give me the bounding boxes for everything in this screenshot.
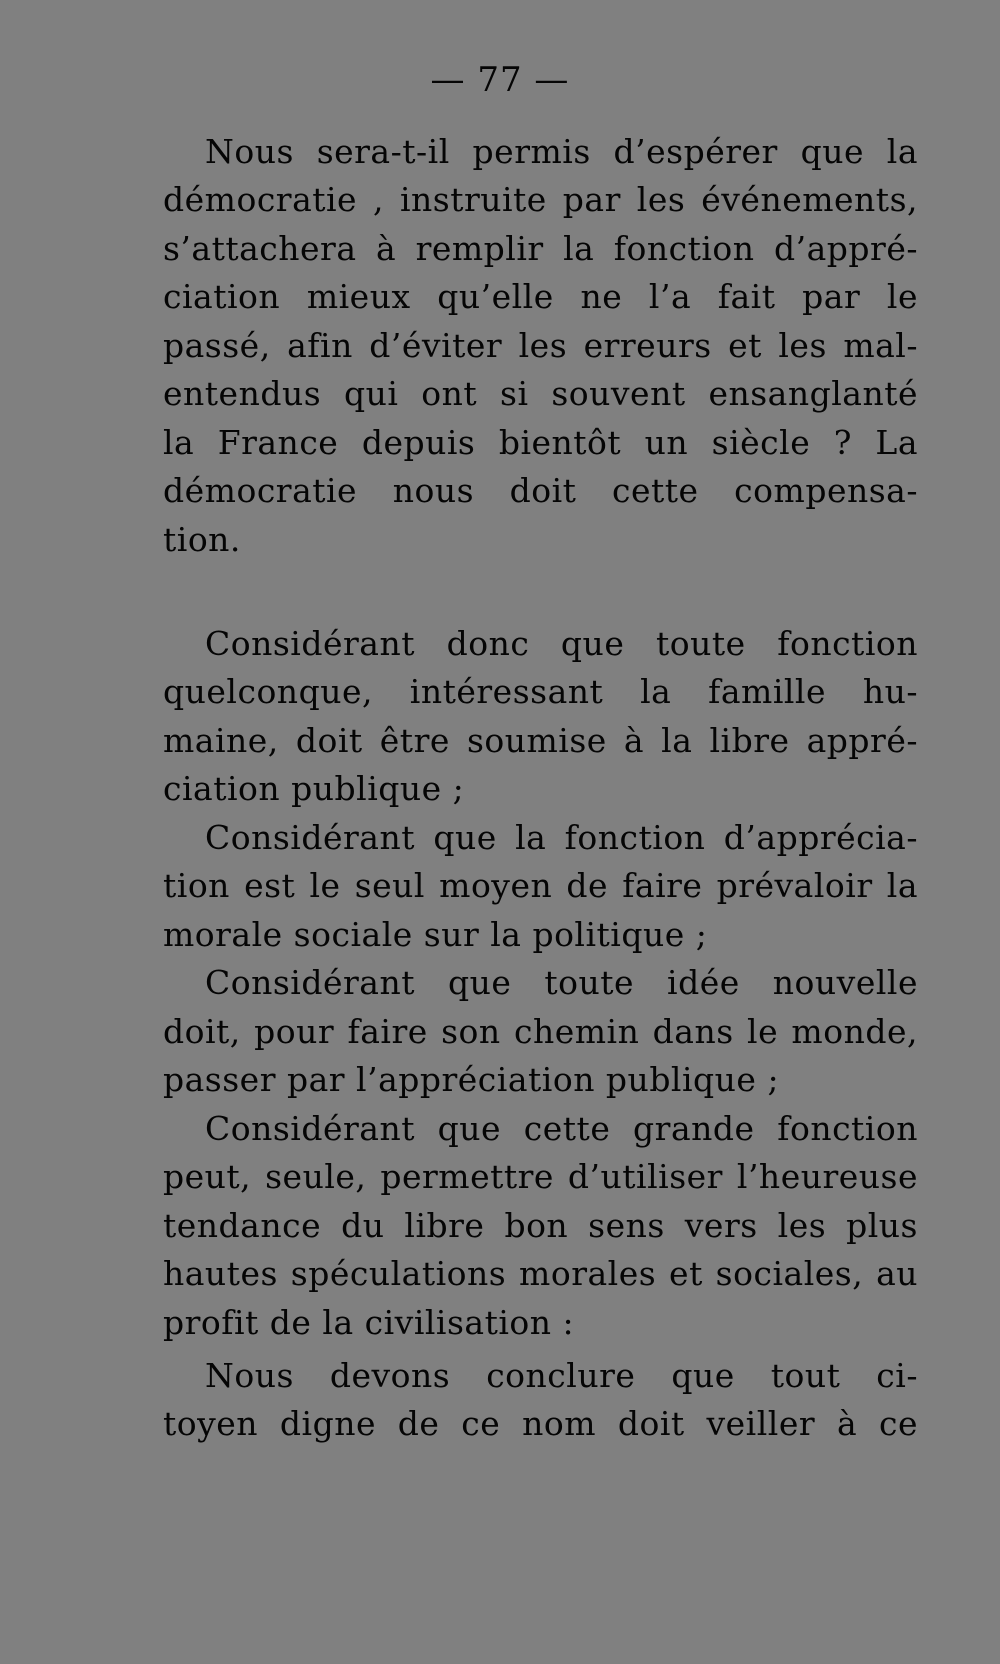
paragraph-3-line-2: tion est le seul moyen de faire prévaloir la bbox=[163, 866, 918, 905]
paragraph-5-line-3: tendance du libre bon sens vers les plus bbox=[163, 1206, 918, 1245]
paragraph-1-line-4: ciation mieux qu’elle ne l’a fait par le bbox=[163, 277, 918, 316]
paragraph-6-line-2: toyen digne de ce nom doit veiller à ce bbox=[163, 1404, 918, 1443]
paragraph-3-line-3: morale sociale sur la politique ; bbox=[163, 915, 708, 954]
paragraph-1-line-6: entendus qui ont si souvent ensanglanté bbox=[163, 374, 918, 413]
paragraph-1-line-5: passé, afin d’éviter les erreurs et les mal- bbox=[163, 326, 918, 365]
paragraph-4-line-3: passer par l’appréciation publique ; bbox=[163, 1060, 780, 1099]
paragraph-2-line-1: Considérant donc que toute fonction bbox=[205, 624, 918, 663]
paragraph-2-line-3: maine, doit être soumise à la libre appré- bbox=[163, 721, 918, 760]
paragraph-5-line-5: profit de la civilisation : bbox=[163, 1303, 575, 1342]
paragraph-1-line-7: la France depuis bientôt un siècle ? La bbox=[163, 423, 918, 462]
paragraph-1-line-1: Nous sera-t-il permis d’espérer que la bbox=[205, 132, 918, 171]
paragraph-2-line-2: quelconque, intéressant la famille hu- bbox=[163, 672, 918, 711]
paragraph-5-line-1: Considérant que cette grande fonction bbox=[205, 1109, 918, 1148]
paragraph-5-line-4: hautes spéculations morales et sociales, au bbox=[163, 1254, 918, 1293]
paragraph-4-line-2: doit, pour faire son chemin dans le monde, bbox=[163, 1012, 918, 1051]
paragraph-1-line-3: s’attachera à remplir la fonction d’appré- bbox=[163, 229, 918, 268]
paragraph-4-line-1: Considérant que toute idée nouvelle bbox=[205, 963, 918, 1002]
paragraph-5-line-2: peut, seule, permettre d’utiliser l’heureuse bbox=[163, 1157, 918, 1196]
paragraph-1-line-2: démocratie , instruite par les événements, bbox=[163, 180, 918, 219]
page-number: — 77 — bbox=[430, 60, 570, 100]
paragraph-1-line-8: démocratie nous doit cette compensa- bbox=[163, 471, 918, 510]
paragraph-2-line-4: ciation publique ; bbox=[163, 769, 465, 808]
paragraph-1-line-9: tion. bbox=[163, 520, 241, 559]
paragraph-6-line-1: Nous devons conclure que tout ci- bbox=[205, 1356, 918, 1395]
paragraph-3-line-1: Considérant que la fonction d’apprécia- bbox=[205, 818, 918, 857]
